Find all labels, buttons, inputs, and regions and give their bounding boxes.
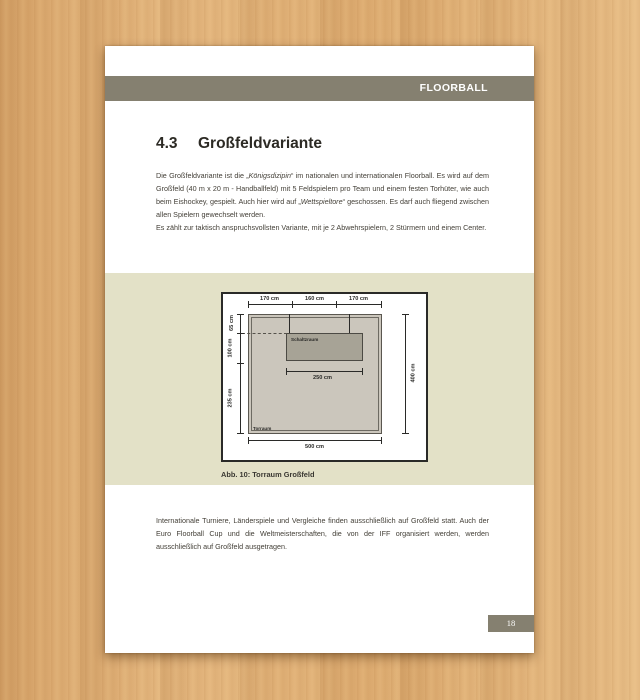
dimension-tick	[362, 368, 363, 375]
dimension-tick	[402, 433, 409, 434]
outro-text	[156, 514, 489, 553]
top-dimension-label-3: 170 cm	[349, 296, 368, 302]
dimension-tick	[237, 314, 244, 315]
dimension-tick	[237, 363, 244, 364]
reference-dashed-line	[242, 333, 287, 334]
bench-zone	[286, 333, 363, 361]
right-dimension-label: 400 cm	[410, 363, 417, 383]
left-dimension-label-3: 235 cm	[227, 388, 234, 408]
bottom-dimension-label: 500 cm	[305, 444, 324, 450]
section-title: Großfeldvariante	[198, 135, 323, 152]
page-number: 18	[506, 618, 516, 628]
dimension-tick	[237, 333, 244, 334]
left-dimension-label-2: 100 cm	[227, 338, 234, 358]
bench-zone-label: Schaltzraum	[291, 337, 319, 342]
dimension-tick	[286, 368, 287, 375]
section-number: 4.3	[156, 135, 178, 152]
header-bar	[105, 76, 534, 101]
intro-text-segment: “ im nationalen und internationalen Floorball. Es wird auf dem Großfeld (40 m x 20 m - Handballfeld) mit 5 Feldspielern pro Team und einem festen Torhüter, wie auch beim Eishockey, gespielt. Auch hier wird auf „	[156, 171, 489, 207]
intro-paragraph-2: Es zählt zur taktisch anspruchsvollsten Variante, mit je 2 Abwehrspielern, 2 Stürmern und einem Center.	[156, 223, 487, 233]
bottom-dimension-line	[248, 440, 382, 441]
dimension-tick	[248, 301, 249, 308]
dimension-tick	[381, 437, 382, 444]
figure-band	[105, 273, 534, 485]
bench-width-label: 250 cm	[313, 375, 332, 381]
zone-label: Torraum	[253, 426, 272, 431]
dimension-tick	[336, 301, 337, 308]
intro-emphasis-1: Königsdizipin	[248, 171, 291, 180]
left-dimension-label-1: 65 cm	[228, 315, 235, 331]
bench-connector-line	[289, 314, 290, 334]
left-dimension-line	[240, 314, 241, 434]
top-dimension-line	[248, 304, 382, 305]
dimension-tick	[402, 314, 409, 315]
intro-paragraph-1	[156, 169, 489, 221]
section-heading	[156, 135, 322, 153]
dimension-tick	[381, 301, 382, 308]
field-diagram	[221, 292, 428, 462]
dimension-tick	[237, 433, 244, 434]
top-dimension-label-1: 170 cm	[260, 296, 279, 302]
intro-text-segment: Die Großfeldvariante ist die „	[156, 171, 249, 180]
right-dimension-line	[405, 314, 406, 434]
intro-emphasis-2: Wettspieltore	[300, 197, 343, 207]
header-title: FLOORBALL	[419, 82, 488, 94]
top-dimension-label-2: 160 cm	[305, 296, 324, 302]
intro-text	[156, 169, 489, 234]
dimension-tick	[292, 301, 293, 308]
bench-width-line	[286, 371, 363, 372]
figure-caption: Abb. 10: Torraum Großfeld	[221, 470, 315, 479]
document-page	[105, 46, 534, 653]
dimension-tick	[248, 437, 249, 444]
page-number-box	[488, 615, 534, 632]
intro-text-segment: “ geschossen. Es darf auch fliegend zwischen allen Spielern gewechselt werden.	[156, 197, 489, 220]
bench-connector-line	[349, 314, 350, 334]
outro-paragraph: Internationale Turniere, Länderspiele und Vergleiche finden ausschließlich auf Großfeld statt. Auch der Euro Floorball Cup und die Weltmeisterschaften, die von der IFF organisiert werden, werden ausschließlich auf Großfeld ausgetragen.	[156, 516, 489, 552]
